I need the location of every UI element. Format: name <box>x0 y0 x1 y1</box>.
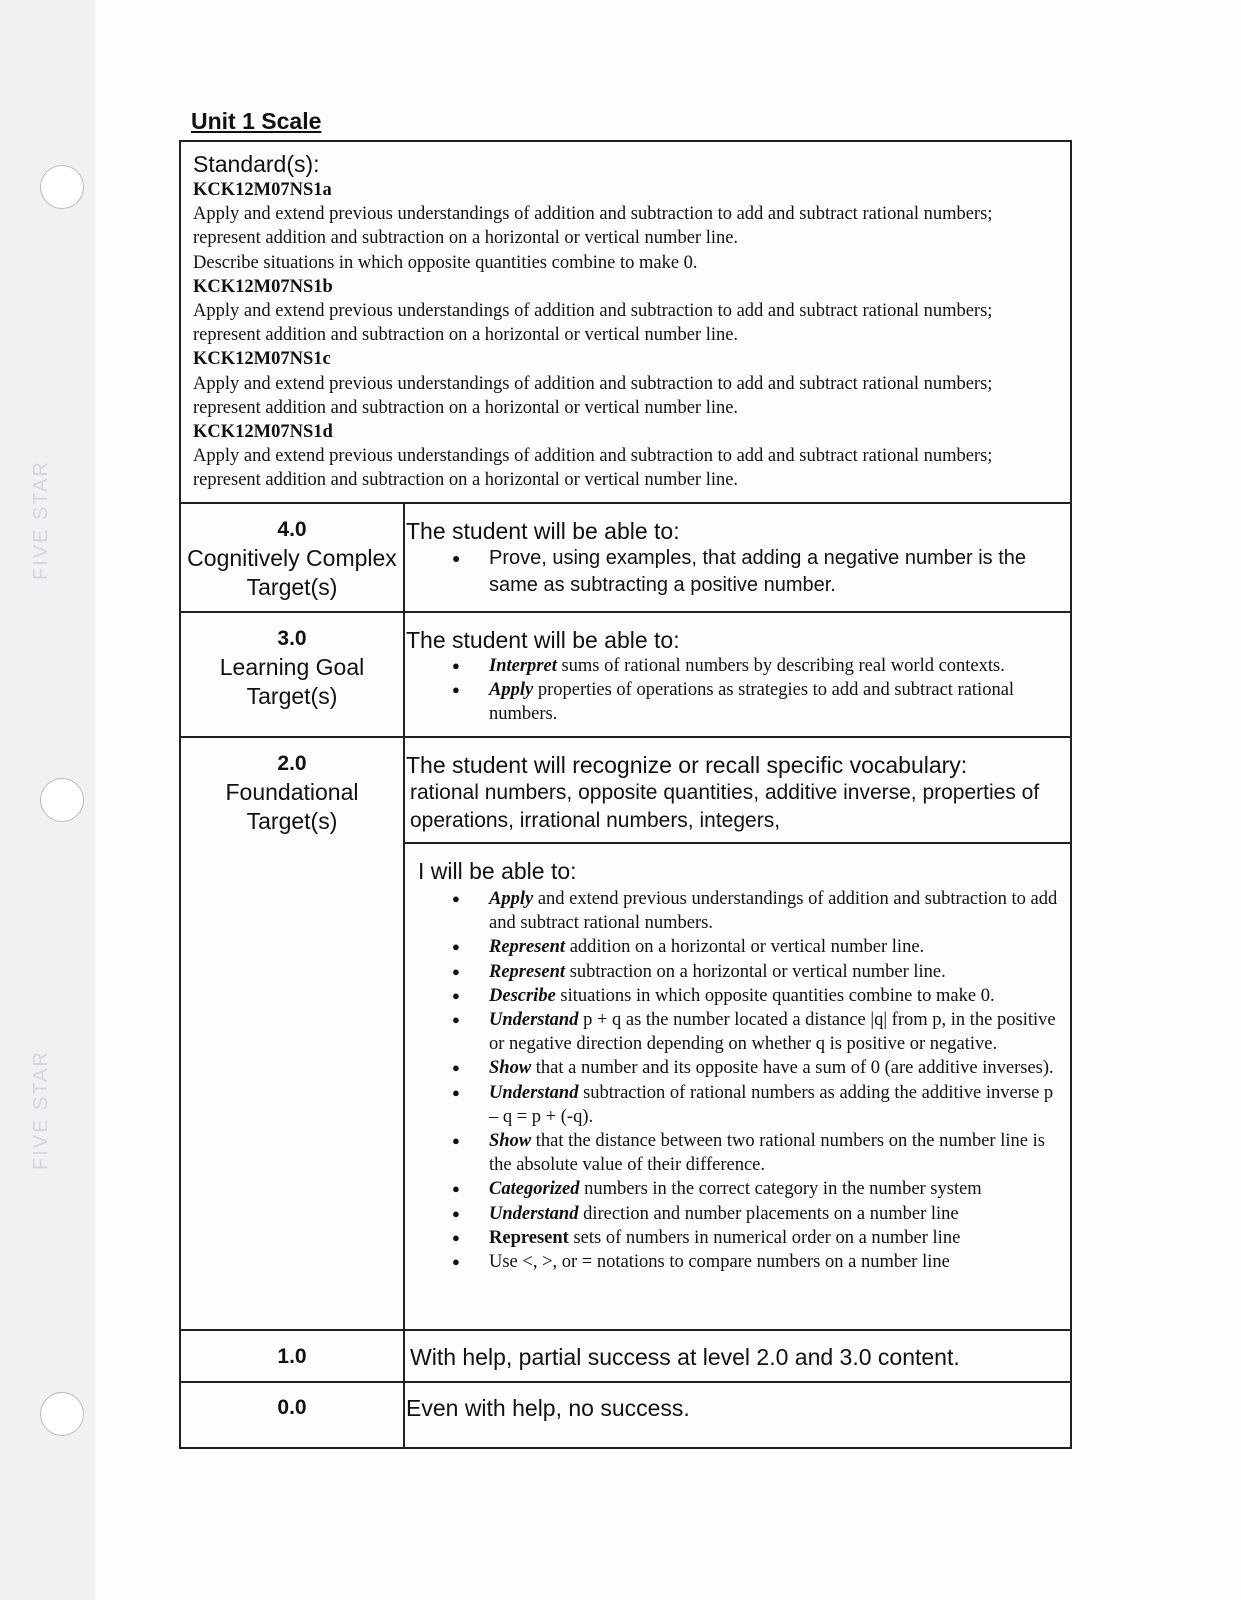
level-name: Foundational Target(s) <box>225 779 359 834</box>
level-intro: The student will recognize or recall specific vocabulary: <box>406 752 968 778</box>
level-2-vocabulary <box>406 751 1066 835</box>
level-4-content <box>406 517 1066 599</box>
page-title: Unit 1 Scale <box>191 108 322 134</box>
target-item: ● Understand subtraction of rational numbers as adding the additive inverse p – q = p + (-q). <box>406 1081 1066 1129</box>
standard-code: KCK12M07NS1c <box>193 349 331 370</box>
level-3-label <box>181 624 403 711</box>
level-score: 1.0 <box>277 1345 307 1368</box>
level-intro: I will be able to: <box>418 858 577 884</box>
binder-brand-watermark: FIVE STAR <box>30 1050 52 1170</box>
target-item: ● Interpret sums of rational numbers by describing real world contexts. <box>406 654 1066 678</box>
divider <box>179 502 1072 504</box>
level-name: Cognitively Complex Target(s) <box>187 545 397 600</box>
standards-section <box>193 150 1063 493</box>
target-item: ● Use <, >, or = notations to compare numbers on a number line <box>406 1250 1066 1274</box>
level-score: 0.0 <box>277 1396 307 1419</box>
divider <box>179 611 1072 613</box>
target-item: ● Categorized numbers in the correct category in the number system <box>406 1177 1066 1201</box>
target-item: ● Apply and extend previous understandings of addition and subtraction to add and subtract rational numbers. <box>406 887 1066 935</box>
divider <box>403 502 405 1449</box>
level-0-label <box>181 1393 403 1422</box>
level-1-description: With help, partial success at level 2.0 and 3.0 content. <box>410 1344 960 1370</box>
target-item: ● Describe situations in which opposite quantities combine to make 0. <box>406 984 1066 1008</box>
target-item: ● Show that a number and its opposite have a sum of 0 (are additive inverses). <box>406 1056 1066 1080</box>
target-item: ● Show that the distance between two rational numbers on the number line is the absolute value of their difference. <box>406 1129 1066 1177</box>
divider <box>179 1381 1072 1383</box>
standard-text: Apply and extend previous understandings of addition and subtraction to add and subtract rational numbers; represent addition and subtraction on a horizontal or vertical number line. <box>193 301 993 346</box>
level-intro: The student will be able to: <box>406 627 680 653</box>
level-1-label <box>181 1342 403 1371</box>
target-item: ● Understand direction and number placements on a number line <box>406 1202 1066 1226</box>
standard-code: KCK12M07NS1b <box>193 276 333 297</box>
level-intro: The student will be able to: <box>406 518 680 544</box>
target-item: ● Represent sets of numbers in numerical order on a number line <box>406 1226 1066 1250</box>
level-name: Learning Goal Target(s) <box>219 654 365 709</box>
divider <box>179 736 1072 738</box>
target-item: ● Prove, using examples, that adding a negative number is the same as subtracting a positive number. <box>406 545 1066 599</box>
standards-heading: Standard(s): <box>193 151 320 177</box>
standard-text: Apply and extend previous understandings of addition and subtraction to add and subtract rational numbers; represent addition and subtraction on a horizontal or vertical number line. <box>193 373 993 418</box>
divider <box>404 842 1072 844</box>
standard-code: KCK12M07NS1a <box>193 180 332 200</box>
punch-hole <box>40 1392 84 1436</box>
target-item: ● Represent addition on a horizontal or vertical number line. <box>406 935 1066 959</box>
target-item: ● Represent subtraction on a horizontal or vertical number line. <box>406 960 1066 984</box>
binder-brand-watermark: FIVE STAR <box>30 460 52 580</box>
level-4-label <box>181 515 403 602</box>
level-score: 3.0 <box>277 627 307 650</box>
standard-code: KCK12M07NS1d <box>193 422 333 443</box>
level-score: 4.0 <box>277 518 307 541</box>
standard-text: Describe situations in which opposite quantities combine to make 0. <box>193 252 698 273</box>
level-3-content <box>406 626 1066 727</box>
punch-hole <box>40 778 84 822</box>
standard-text: Apply and extend previous understandings of addition and subtraction to add and subtract rational numbers; represent addition and subtraction on a horizontal or vertical number line. <box>193 204 993 249</box>
level-0-description: Even with help, no success. <box>406 1395 690 1421</box>
standard-text: Apply and extend previous understandings of addition and subtraction to add and subtract rational numbers; represent addition and subtraction on a horizontal or vertical number line. <box>193 446 993 491</box>
target-item: ● Understand p + q as the number located a distance |q| from p, in the positive or negative direction depending on whether q is positive or negative. <box>406 1008 1066 1056</box>
punch-hole <box>40 165 84 209</box>
divider <box>179 1329 1072 1331</box>
target-item: ● Apply properties of operations as strategies to add and subtract rational numbers. <box>406 678 1066 726</box>
vocabulary-list: rational numbers, opposite quantities, additive inverse, properties of operations, irrational numbers, integers, <box>410 781 1040 832</box>
level-2-label <box>181 749 403 836</box>
level-score: 2.0 <box>277 752 307 775</box>
level-2-targets <box>406 857 1066 1274</box>
